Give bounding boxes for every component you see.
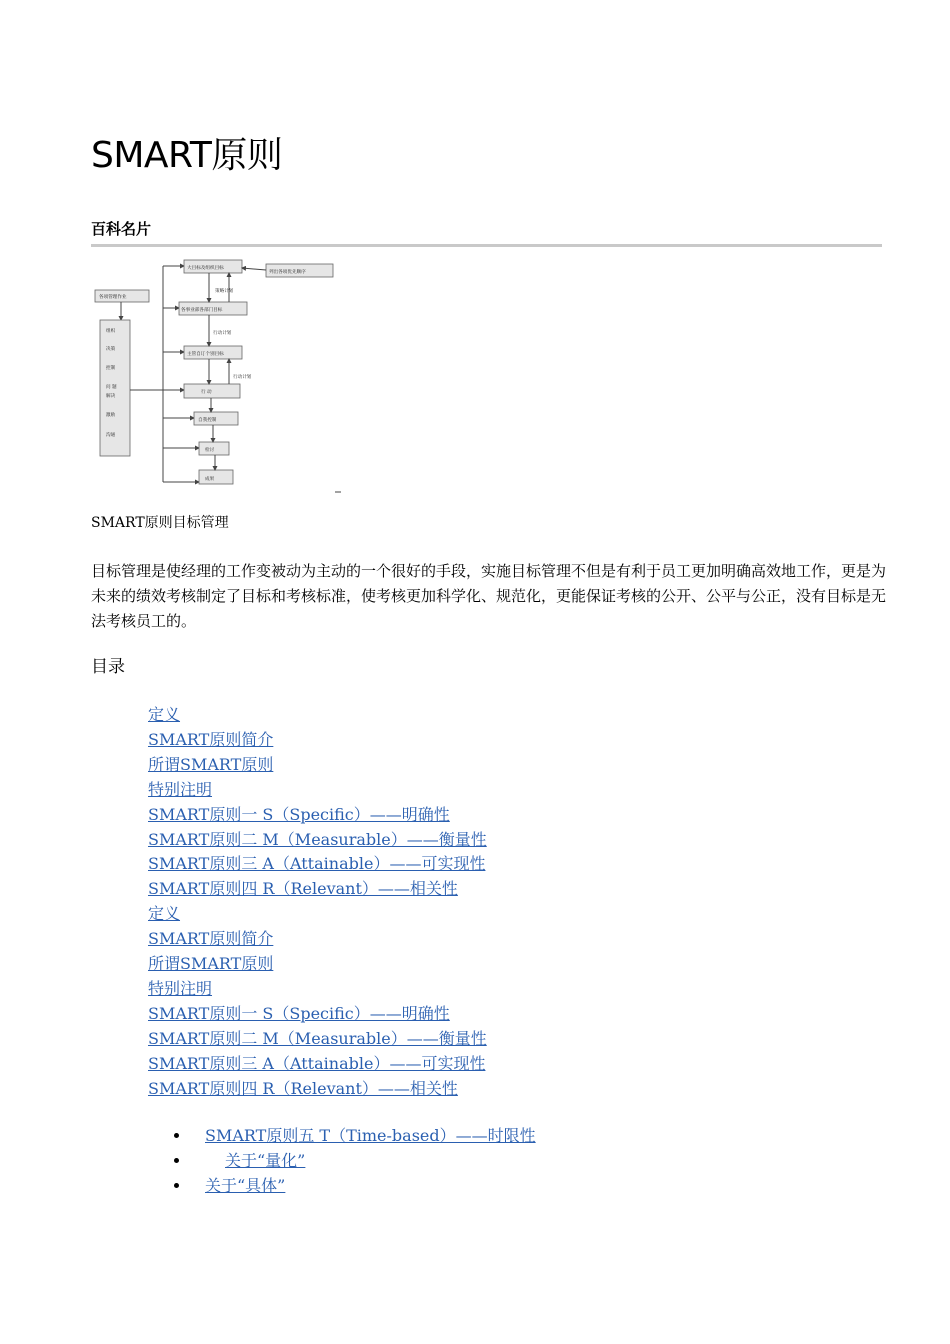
diagram-box-label: 主管自订个别目标 xyxy=(187,352,224,357)
toc-item xyxy=(148,1027,487,1052)
toc-link-intro[interactable]: SMART原则简介 xyxy=(148,929,274,949)
diagram-box-label: 自我控制 xyxy=(198,418,217,423)
toc-link-measurable[interactable]: SMART原则二 M（Measurable）——衡量性 xyxy=(148,1028,487,1048)
diagram-box-action xyxy=(184,384,240,398)
toc-link-so-called[interactable]: 所谓SMART原则 xyxy=(148,754,274,774)
intro-paragraph: 目标管理是使经理的工作变被动为主动的一个很好的手段，实施目标管理不但是有利于员工更加明确高效地工作，更是为未来的绩效考核制定了目标和考核标准，使考核更加科学化、规范化，更能保证考核的公开、公平与公正，没有目标是无法考核员工的。 xyxy=(91,562,887,630)
toc-item xyxy=(148,1077,487,1102)
toc-link-intro[interactable]: SMART原则简介 xyxy=(148,729,274,749)
toc-link-definition[interactable]: 定义 xyxy=(148,904,181,924)
diagram-function-item: 沟通 xyxy=(106,433,116,438)
toc-link-attainable[interactable]: SMART原则三 A（Attainable）——可实现性 xyxy=(148,854,486,874)
toc-link-time-based[interactable]: SMART原则五 T（Time-based）——时限性 xyxy=(205,1126,536,1145)
bullet-item xyxy=(174,1123,536,1148)
toc-item xyxy=(148,803,487,828)
toc-link-definition[interactable]: 定义 xyxy=(148,705,181,724)
management-flow-diagram xyxy=(91,258,343,494)
diagram-function-item: 激励 xyxy=(106,413,116,418)
bullet-dot-icon xyxy=(174,1158,179,1163)
toc-item xyxy=(148,927,487,952)
toc-item xyxy=(148,828,487,853)
toc-item xyxy=(148,852,487,877)
toc-item xyxy=(148,728,487,753)
toc-link-so-called[interactable]: 所谓SMART原则 xyxy=(148,954,274,974)
diagram-label-management-tasks: 各项管理作业 xyxy=(99,295,127,300)
bullet-item xyxy=(174,1148,536,1173)
toc-link-concrete[interactable]: 关于“具体” xyxy=(205,1176,286,1195)
table-of-contents xyxy=(148,703,487,1102)
diagram-arrow-label: 行动计划 xyxy=(233,375,252,380)
toc-link-measurable[interactable]: SMART原则二 M（Measurable）——衡量性 xyxy=(148,829,487,849)
toc-item xyxy=(148,877,487,902)
toc-item xyxy=(148,753,487,778)
diagram-box-label: 大目标及组织目标 xyxy=(187,266,224,271)
diagram-function-item: 组织 xyxy=(106,329,116,334)
diagram-arrow-label: 行动计划 xyxy=(213,331,232,336)
toc-bullet-list xyxy=(174,1123,536,1198)
figure-caption: SMART原则目标管理 xyxy=(91,515,229,531)
diagram-box-label: 成果 xyxy=(205,477,215,482)
diagram-function-item: 决策 xyxy=(106,347,116,352)
bullet-dot-icon xyxy=(174,1133,179,1138)
diagram-function-item: 问 题 xyxy=(106,385,117,390)
diagram-function-item: 控制 xyxy=(106,366,116,371)
toc-item xyxy=(148,977,487,1002)
bullet-dot-icon xyxy=(174,1183,179,1188)
diagram-box-label: 各事业部各部门目标 xyxy=(181,308,223,313)
diagram-box-label: 行 动 xyxy=(201,390,212,395)
toc-item xyxy=(148,902,487,927)
toc-link-specific[interactable]: SMART原则一 S（Specific）——明确性 xyxy=(148,804,450,824)
toc-item xyxy=(148,703,487,728)
diagram-function-item: 解决 xyxy=(106,394,116,399)
bullet-item xyxy=(174,1173,536,1198)
toc-item xyxy=(148,952,487,977)
page-title: SMART原则 xyxy=(91,135,283,176)
toc-link-notes[interactable]: 特别注明 xyxy=(148,779,213,799)
section-heading-encyclopedia-card: 百科名片 xyxy=(91,218,882,247)
diagram-arrow-label: 策略计划 xyxy=(215,289,234,294)
toc-item xyxy=(148,778,487,803)
diagram-box-label: 检讨 xyxy=(205,448,215,453)
toc-link-quantify[interactable]: 关于“量化” xyxy=(225,1151,306,1170)
toc-link-relevant[interactable]: SMART原则四 R（Relevant）——相关性 xyxy=(148,879,458,899)
toc-link-specific[interactable]: SMART原则一 S（Specific）——明确性 xyxy=(148,1003,450,1023)
toc-item xyxy=(148,1002,487,1027)
toc-link-attainable[interactable]: SMART原则三 A（Attainable）——可实现性 xyxy=(148,1053,486,1073)
toc-link-notes[interactable]: 特别注明 xyxy=(148,978,213,998)
toc-item xyxy=(148,1052,487,1077)
toc-link-relevant[interactable]: SMART原则四 R（Relevant）——相关性 xyxy=(148,1078,458,1098)
diagram-box-label: 列出各项优先顺序 xyxy=(269,270,306,275)
toc-heading: 目录 xyxy=(91,657,125,677)
